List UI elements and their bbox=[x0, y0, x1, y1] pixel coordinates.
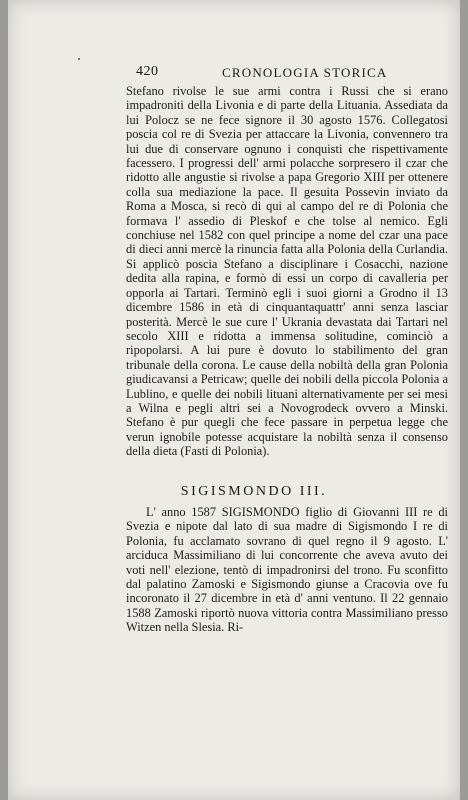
running-title: CRONOLOGIA STORICA bbox=[222, 65, 388, 80]
page-header bbox=[8, 64, 460, 82]
paragraph-stefano bbox=[126, 84, 448, 459]
paper-speck bbox=[78, 58, 80, 60]
section-heading: SIGISMONDO III. bbox=[180, 484, 328, 499]
book-page bbox=[8, 0, 460, 800]
page-number: 420 bbox=[136, 64, 159, 79]
paragraph-sigismondo bbox=[126, 505, 448, 635]
paragraph-text: L' anno 1587 SIGISMONDO figlio di Giovanni III re di Svezia e nipote dal lato di sua madre di Sigismondo I re di Polonia, fu acclamato sovrano di quel regno il 9 agosto. L' arciduca Massimiliano di lui concorrente che aveva avuto dei voti nell' elezione, tentò di impadronirsi del trono. Fu sconfitto dal palatino Zamoski e Sigismondo giunse a Cracovia ove fu incoronato il 27 dicembre in età d' anni ventuno. Il 22 gennaio 1588 Zamoski riportò nuova vittoria contra Massimiliano presso Witzen nella Slesia. Ri- bbox=[126, 505, 448, 635]
paragraph-text: Stefano rivolse le sue armi contra i Russi che si erano impadroniti della Livonia e di parte della Lituania. Assediata da lui Polocz se ne fece signore il 30 agosto 1576. Collegatosi poscia col re di Svezia per attaccare la Livonia, convennero tra lui due di conservare ognuno i conquisti che rispettivamente facessero. I progressi dell' armi polacche sorpresero il czar che ridotto alle angustie si rivolse a papa Gregorio XIII per ottenere colla sua mediazione la pace. Il gesuita Possevin inviato da Roma a Mosca, si recò di qui al campo del re di Polonia che formava l' assedio di Pleskof e che tolse al nemico. Egli conchiuse nel 1582 con quel principe a nome del czar una pace di dieci anni mercè la rinuncia fatta alla Polonia della Curlandia. Si applicò poscia Stefano a disciplinare i Cosacchi, nazione dedita alla rapina, e formò di essi un corpo di cavalleria per opporla ai Tartari. Terminò egli i suoi giorni a Grodno il 13 dicembre 1586 in età di cinquantaquattr' anni senza lasciar posterità. Mercè le sue cure l' Ukrania devastata dai Tartari nel secolo XIII e ridotta a immensa solitudine, cominciò a ripopolarsi. A lui pure è dovuto lo stabilimento del gran tribunale della corona. Le cause della nobiltà della gran Polonia giudicavansi a Petricaw; quelle dei nobili della piccola Polonia a Lublino, e quelle dei nobili lituani alternativamente per sei mesi a Wilna e pegli altri sei a Novogrodeck ovvero a Minski. Stefano è pur quegli che fece passare in perpetua legge che verun ignobile potesse acquistare la nobiltà senza il consenso della dieta (Fasti di Polonia). bbox=[126, 84, 448, 459]
